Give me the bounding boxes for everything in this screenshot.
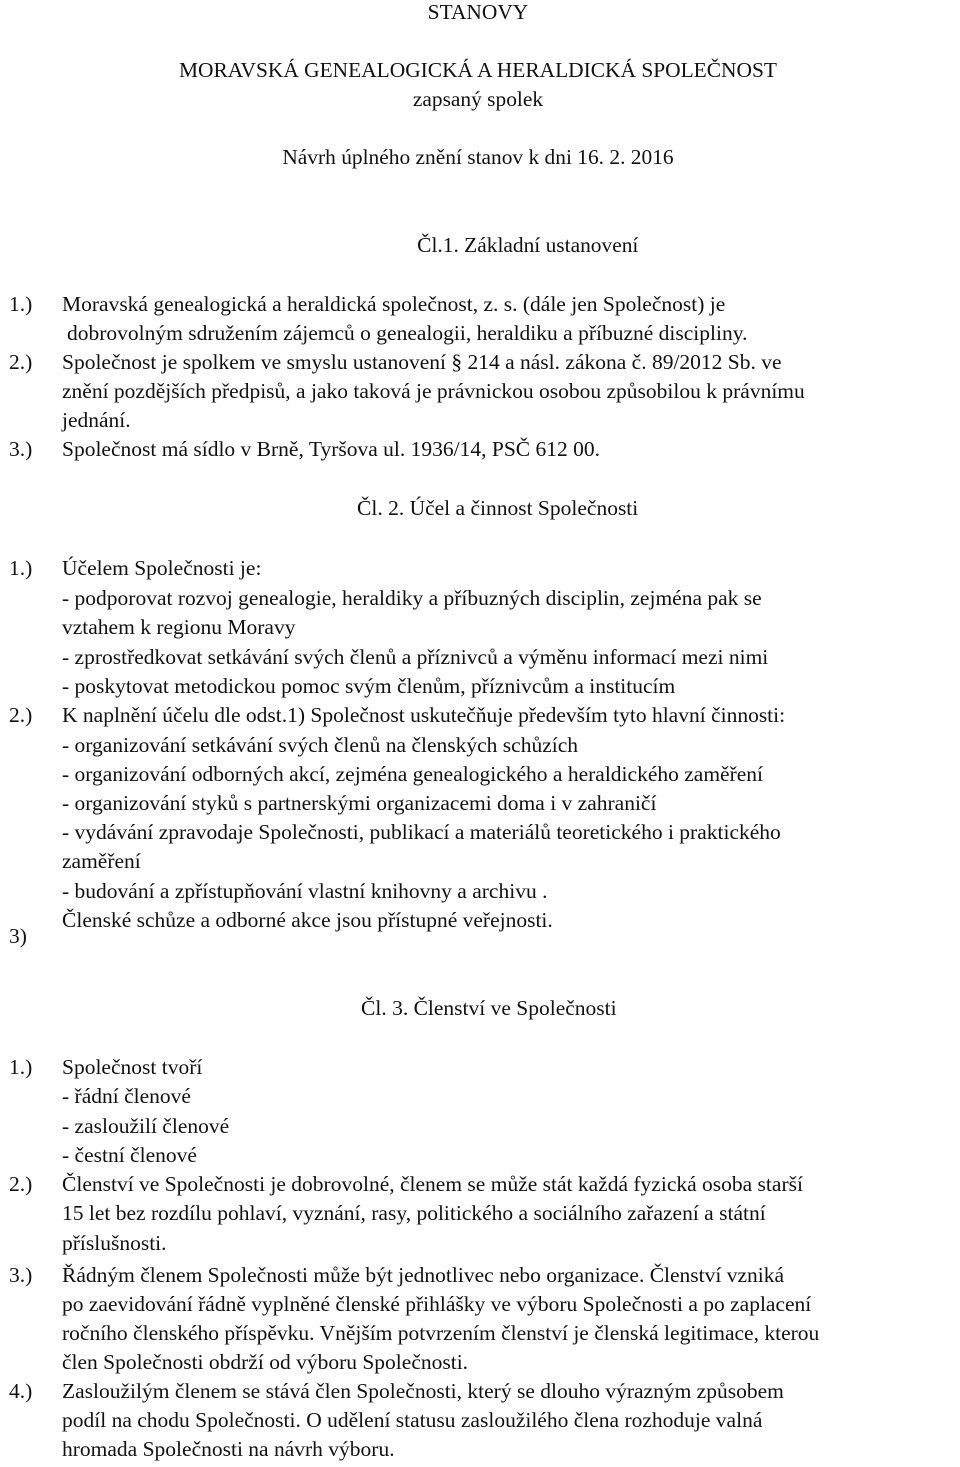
art2-p1-line: - poskytovat metodickou pomoc svým členům, příznivcům a institucím	[62, 674, 676, 698]
art1-p1-line: Moravská genealogická a heraldická společnost, z. s. (dále jen Společnost) je	[62, 292, 726, 316]
art1-p1-number: 1.)	[9, 292, 33, 316]
art1-p2-line: znění pozdějších předpisů, a jako taková je právnickou osobou způsobilou k právnímu	[62, 379, 805, 403]
art1-p2-line: Společnost je spolkem ve smyslu ustanovení § 214 a násl. zákona č. 89/2012 Sb. ve	[62, 350, 782, 374]
organization-name: MORAVSKÁ GENEALOGICKÁ A HERALDICKÁ SPOLEČNOST	[179, 58, 777, 82]
art2-p1-number: 1.)	[9, 556, 33, 580]
art2-p2-number: 2.)	[9, 703, 33, 727]
art2-p2-line: - organizování setkávání svých členů na členských schůzích	[62, 733, 579, 757]
art2-p2-line: - budování a zpřístupňování vlastní knihovny a archivu .	[62, 879, 548, 903]
draft-note: Návrh úplného znění stanov k dni 16. 2. 2016	[282, 145, 674, 169]
art3-p4-line: podíl na chodu Společnosti. O udělení statusu zasloužilého člena rozhoduje valná	[62, 1408, 763, 1432]
article-2-heading: Čl. 2. Účel a činnost Společnosti	[357, 496, 639, 520]
art3-p1-number: 1.)	[9, 1055, 33, 1079]
art3-p3-line: po zaevidování řádně vyplněné členské přihlášky ve výboru Společnosti a po zaplacení	[62, 1292, 812, 1316]
art3-p3-line: ročního členského příspěvku. Vnějším potvrzením členství je členská legitimace, kterou	[62, 1321, 820, 1345]
art3-p2-line: 15 let bez rozdílu pohlaví, vyznání, rasy, politického a sociálního zařazení a státní	[62, 1201, 766, 1225]
art2-p2-line: K naplnění účelu dle odst.1) Společnost uskutečňuje především tyto hlavní činnosti:	[62, 703, 786, 727]
art3-p2-line: příslušnosti.	[62, 1231, 167, 1255]
art1-p1-line: dobrovolným sdružením zájemců o genealogii, heraldiku a příbuzné discipliny.	[67, 321, 748, 345]
art2-p1-line: vztahem k regionu Moravy	[62, 615, 296, 639]
art3-p1-line: Společnost tvoří	[62, 1055, 203, 1079]
art3-p1-line: - zasloužilí členové	[62, 1114, 230, 1138]
art2-p2-line: - vydávání zpravodaje Společnosti, publikací a materiálů teoretického i praktického	[62, 820, 781, 844]
document-title: STANOVY	[427, 0, 529, 24]
article-3-heading: Čl. 3. Členství ve Společnosti	[361, 996, 617, 1020]
organization-form: zapsaný spolek	[412, 87, 544, 111]
art1-p2-number: 2.)	[9, 350, 33, 374]
art2-p2-line: - organizování odborných akcí, zejména genealogického a heraldického zaměření	[62, 762, 764, 786]
art2-p2-line: zaměření	[62, 849, 141, 873]
art1-p3-number: 3.)	[9, 437, 33, 461]
art3-p3-line: člen Společnosti obdrží od výboru Společnosti.	[62, 1350, 469, 1374]
art2-p1-line: - podporovat rozvoj genealogie, heraldiky a příbuzných disciplin, zejména pak se	[62, 586, 762, 610]
art2-p2-line: - organizování styků s partnerskými organizacemi doma i v zahraničí	[62, 791, 657, 815]
art3-p2-line: Členství ve Společnosti je dobrovolné, členem se může stát každá fyzická osoba starší	[62, 1172, 803, 1196]
art3-p3-number: 3.)	[9, 1263, 33, 1287]
art2-p3-number: 3)	[9, 924, 27, 948]
art1-p3-line: Společnost má sídlo v Brně, Tyršova ul. 1936/14, PSČ 612 00.	[62, 437, 600, 461]
art3-p1-line: - řádní členové	[62, 1084, 191, 1108]
art2-p1-line: - zprostředkovat setkávání svých členů a příznivců a výměnu informací mezi nimi	[62, 645, 769, 669]
art3-p2-number: 2.)	[9, 1172, 33, 1196]
art3-p4-line: hromada Společnosti na návrh výboru.	[62, 1437, 395, 1461]
art2-p1-line: Účelem Společnosti je:	[62, 556, 262, 580]
article-1-heading: Čl.1. Základní ustanovení	[417, 233, 639, 257]
art2-p3-line: Členské schůze a odborné akce jsou přístupné veřejnosti.	[62, 908, 553, 932]
art3-p4-line: Zasloužilým členem se stává člen Společnosti, který se dlouho výrazným způsobem	[62, 1379, 784, 1403]
art3-p3-line: Řádným členem Společnosti může být jednotlivec nebo organizace. Členství vzniká	[62, 1263, 785, 1287]
art1-p2-line: jednání.	[62, 408, 131, 432]
art3-p4-number: 4.)	[9, 1379, 33, 1403]
art3-p1-line: - čestní členové	[62, 1143, 197, 1167]
